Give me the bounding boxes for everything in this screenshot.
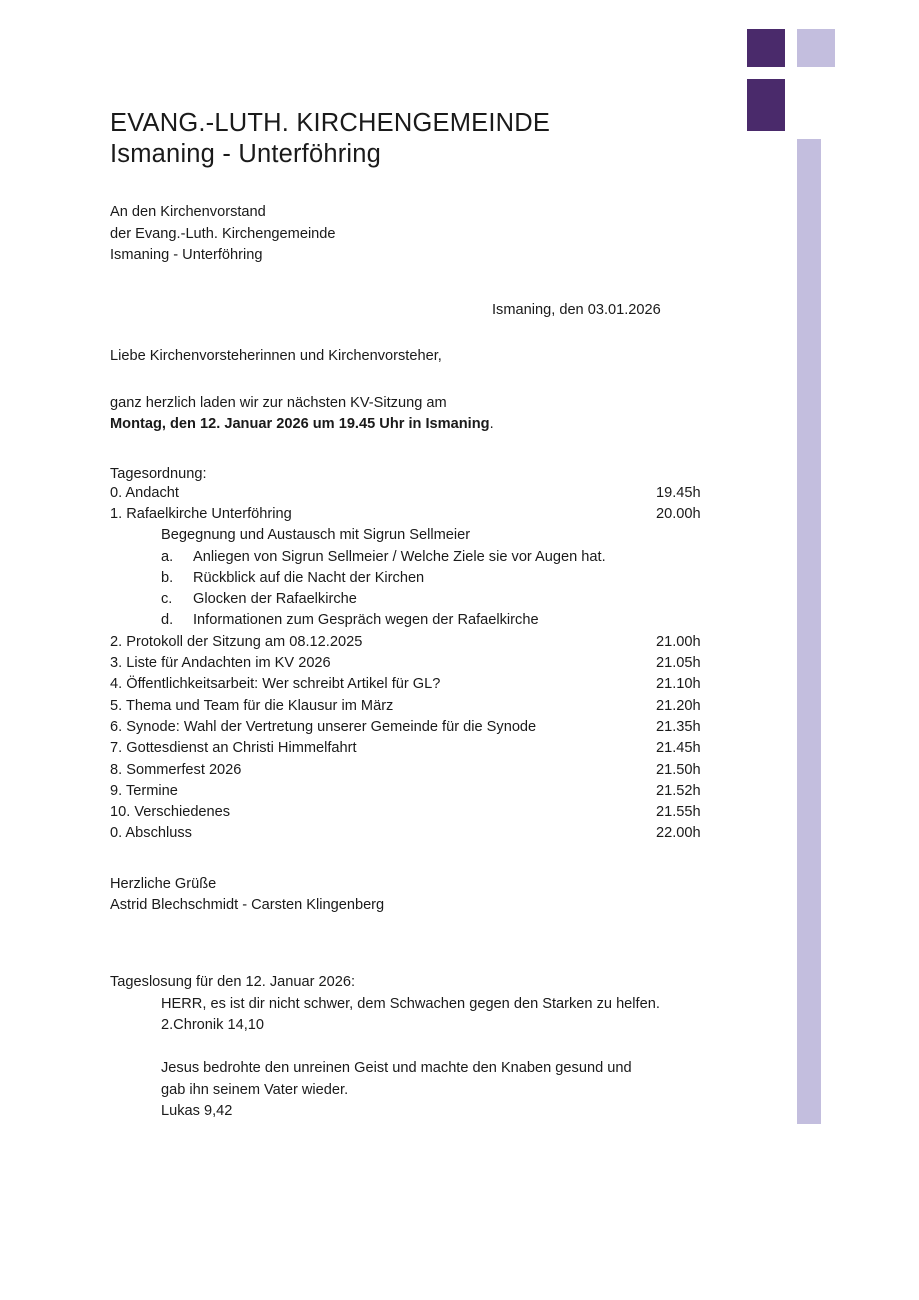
agenda-heading: Tagesordnung: xyxy=(110,465,207,482)
agenda-item xyxy=(110,483,730,504)
agenda-item-text: 9. Termine xyxy=(110,782,178,799)
agenda-subitem xyxy=(110,589,730,610)
agenda-item xyxy=(110,760,730,781)
addressee-line-3: Ismaning - Unterföhring xyxy=(110,246,263,263)
agenda-subsection-intro: Begegnung und Austausch mit Sigrun Sellmeier xyxy=(161,527,471,544)
daily-verse-block xyxy=(110,972,730,1122)
agenda-subitem xyxy=(110,568,730,589)
salutation: Liebe Kirchenvorsteherinnen und Kirchenvorsteher, xyxy=(110,348,442,365)
agenda-item xyxy=(110,823,730,844)
agenda-item-time: 21.20h xyxy=(656,697,701,714)
agenda-item-time: 22.00h xyxy=(656,825,701,842)
agenda-item-text: 6. Synode: Wahl der Vertretung unserer Gemeinde für die Synode xyxy=(110,718,537,735)
agenda-item-text: 10. Verschiedenes xyxy=(110,804,231,821)
agenda-item-time: 21.35h xyxy=(656,718,701,735)
agenda-item-text: 5. Thema und Team für die Klausur im März xyxy=(110,697,394,714)
agenda-item xyxy=(110,632,730,653)
agenda-item-text: 7. Gottesdienst an Christi Himmelfahrt xyxy=(110,740,357,757)
invitation-line-1: ganz herzlich laden wir zur nächsten KV-Sitzung am xyxy=(110,395,447,412)
agenda-item-time: 21.55h xyxy=(656,804,701,821)
addressee-line-2: der Evang.-Luth. Kirchengemeinde xyxy=(110,225,336,242)
agenda-item-time: 19.45h xyxy=(656,484,701,501)
agenda-subitem xyxy=(110,547,730,568)
invitation-paragraph xyxy=(110,393,730,436)
agenda-item-text: 1. Rafaelkirche Unterföhring xyxy=(110,506,292,522)
agenda-item-time: 20.00h xyxy=(656,506,701,522)
agenda-item-text: 0. Abschluss xyxy=(110,825,192,842)
agenda-item xyxy=(110,653,730,674)
agenda-item xyxy=(110,696,730,717)
closing-greeting: Herzliche Grüße xyxy=(110,875,217,892)
invitation-line-2-tail: . xyxy=(489,416,494,433)
daily-verse-text-1: HERR, es ist dir nicht schwer, dem Schwachen gegen den Starken zu helfen. xyxy=(161,995,660,1012)
addressee-line-1: An den Kirchenvorstand xyxy=(110,204,266,221)
agenda-item-time: 21.52h xyxy=(656,782,701,799)
document-body xyxy=(110,0,730,1122)
agenda-item xyxy=(110,781,730,802)
daily-verse-text-2-line-1: Jesus bedrohte den unreinen Geist und machte den Knaben gesund und xyxy=(161,1060,632,1077)
closing-signers: Astrid Blechschmidt - Carsten Klingenberg xyxy=(110,897,385,914)
agenda-item-text: 3. Liste für Andachten im KV 2026 xyxy=(110,655,331,672)
decor-vertical-bar xyxy=(797,139,821,1124)
agenda-item xyxy=(110,674,730,695)
agenda-subitem-text: Glocken der Rafaelkirche xyxy=(193,591,357,608)
daily-verse-heading: Tageslosung für den 12. Januar 2026: xyxy=(110,974,356,991)
decor-square-dark-top xyxy=(747,29,785,67)
agenda-subitem xyxy=(110,610,730,631)
agenda-item xyxy=(110,504,730,525)
agenda-item-text: 4. Öffentlichkeitsarbeit: Wer schreibt Artikel für GL? xyxy=(110,676,441,693)
agenda-item-time: 21.05h xyxy=(656,655,701,672)
agenda-subitem-marker: c. xyxy=(161,591,173,608)
letterhead-line-1: EVANG.-LUTH. KIRCHENGEMEINDE xyxy=(110,109,551,137)
agenda-subitem-marker: d. xyxy=(161,612,174,629)
agenda-item-text: 8. Sommerfest 2026 xyxy=(110,761,242,778)
closing-block xyxy=(110,874,730,917)
agenda-subitem-text: Rückblick auf die Nacht der Kirchen xyxy=(193,569,425,586)
agenda-item xyxy=(110,802,730,823)
agenda-item-text: 0. Andacht xyxy=(110,484,179,501)
invitation-line-2 xyxy=(110,414,730,435)
agenda-item-time: 21.00h xyxy=(656,633,701,650)
meeting-datetime: Montag, den 12. Januar 2026 um 19.45 Uhr in Ismaning xyxy=(110,416,490,433)
daily-verse-reference-2: Lukas 9,42 xyxy=(161,1102,233,1119)
dateline: Ismaning, den 03.01.2026 xyxy=(492,302,661,319)
decor-square-light-top xyxy=(797,29,835,67)
agenda-item-time: 21.50h xyxy=(656,761,701,778)
agenda-subitem-marker: a. xyxy=(161,548,174,565)
agenda-subitem-text: Anliegen von Sigrun Sellmeier / Welche Ziele sie vor Augen hat. xyxy=(193,548,606,565)
agenda-subitem-text: Informationen zum Gespräch wegen der Rafaelkirche xyxy=(193,612,539,629)
agenda-item-time: 21.45h xyxy=(656,740,701,757)
agenda-subitem-marker: b. xyxy=(161,569,174,586)
agenda-item xyxy=(110,738,730,759)
daily-verse-text-2-line-2: gab ihn seinem Vater wieder. xyxy=(161,1081,349,1098)
addressee-block xyxy=(110,202,730,266)
agenda-item xyxy=(110,717,730,738)
letterhead-line-2: Ismaning - Unterföhring xyxy=(110,140,382,169)
agenda-item-text: 2. Protokoll der Sitzung am 08.12.2025 xyxy=(110,633,363,650)
agenda-item-time: 21.10h xyxy=(656,676,701,693)
daily-verse-spacer xyxy=(110,1036,730,1058)
decor-square-dark-lower xyxy=(747,79,785,131)
letterhead xyxy=(110,108,730,170)
daily-verse-reference-1: 2.Chronik 14,10 xyxy=(161,1016,265,1033)
agenda-list xyxy=(110,483,730,845)
